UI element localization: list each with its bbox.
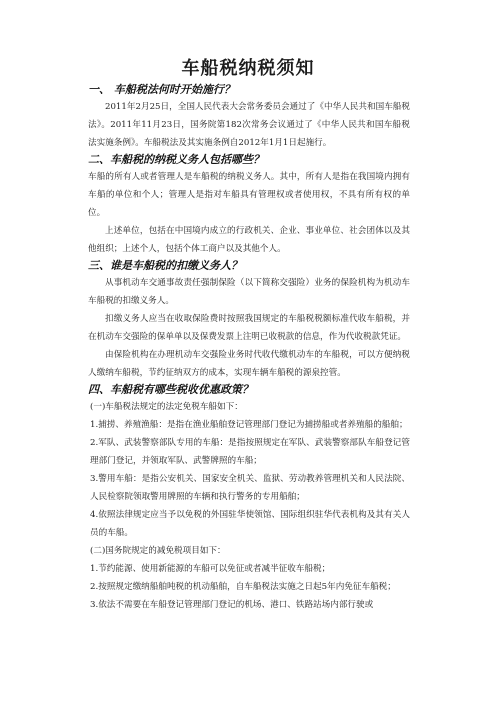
section-heading-3: 三、谁是车船税的扣缴义务人？ (88, 259, 242, 272)
paragraph: 扣缴义务人应当在收取保险费时按照我国规定的车船税税额标准代收车船税，并在机动车交强险的保单单以及保费发票上注明已收税款的信息，作为代收税款凭证。 (88, 314, 410, 342)
paragraph: 从事机动车交通事故责任强制保险（以下简称交强险）业务的保险机构为机动车车船税的扣缴义务人。 (88, 278, 410, 306)
list-item: 1.节约能源、使用新能源的车船可以免征或者减半征收车船税； (90, 564, 331, 574)
paragraph: 由保险机构在办理机动车交强险业务时代收代缴机动车的车船税，可以方便纳税人缴纳车船税，节约征纳双方的成本，实现车辆车船税的源泉控管。 (88, 350, 410, 378)
list-item: 2.按照规定缴纳船舶吨税的机动船舶，自车船税法实施之日起5年内免征车船税； (90, 582, 396, 592)
document-body (88, 82, 410, 614)
list-item: 3.依法不需要在车船登记管理部门登记的机场、港口、铁路站场内部行驶或 (90, 600, 374, 610)
section-heading-1: 一、 车船税法何时开始施行？ (88, 83, 235, 96)
paragraph: 上述单位，包括在中国境内成立的行政机关、企业、事业单位、社会团体以及其他组织；上述个人，包括个体工商户以及其他个人。 (88, 226, 410, 254)
section-heading-2: 二、车船税的纳税义务人包括哪些？ (88, 153, 264, 166)
list-item: 1.捕捞、养殖渔船：是指在渔业船舶登记管理部门登记为捕捞船或者养殖船的船舶； (90, 420, 408, 430)
document-title: 车船税纳税须知 (181, 58, 315, 79)
paragraph: (一)车船税法规定的法定免税车船如下： (90, 402, 243, 412)
list-item: 3.警用车船：是指公安机关、国家安全机关、监狱、劳动教养管理机关和人民法院、人民检察院领取警用牌照的车辆和执行警务的专用船舶； (90, 474, 410, 502)
list-item: 4.依照法律规定应当予以免税的外国驻华使领馆、国际组织驻华代表机构及其有关人员的车船。 (90, 510, 410, 538)
section-heading-4: 四、车船税有哪些税收优惠政策？ (88, 383, 253, 396)
list-item: 2.军队、武装警察部队专用的车船：是指按照规定在军队、武装警察部队车船登记管理部门登记，并领取军队、武警牌照的车船； (90, 438, 410, 466)
paragraph: (二)国务院规定的减免税项目如下： (90, 546, 226, 556)
paragraph: 车船的所有人或者管理人是车船税的纳税义务人。其中，所有人是指在我国境内拥有车船的单位和个人；管理人是指对车船具有管理权或者使用权，不具有所有权的单位。 (88, 172, 410, 218)
paragraph: 2011年2月25日，全国人民代表大会常务委员会通过了《中华人民共和国车船税法》。2011年11月23日，国务院第182次常务会议通过了《中华人民共和国车船税法实施条例》。车船税法及其实施条例自2012年1月1日起施行。 (88, 102, 410, 148)
